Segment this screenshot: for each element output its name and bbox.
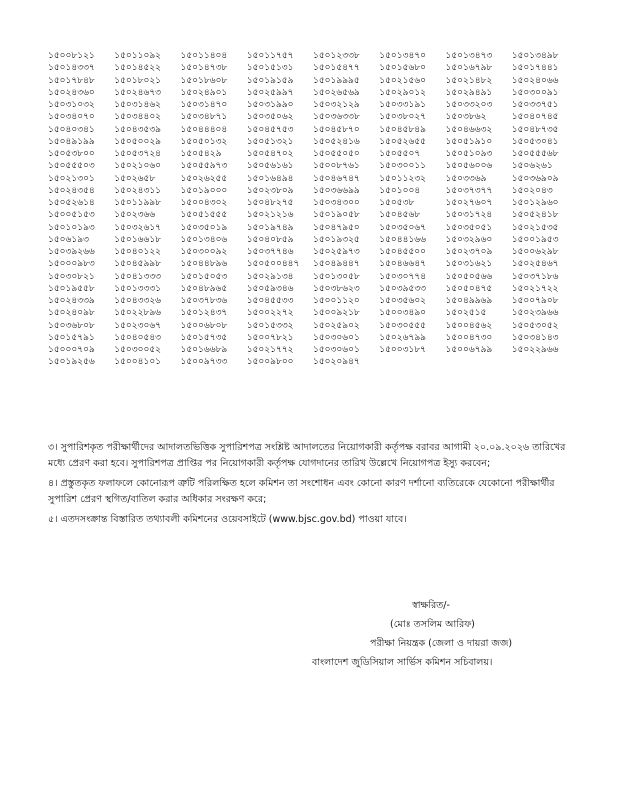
roll-number-cell: ১৫০১০০৪ [379, 185, 421, 196]
roll-number-cell: ১৫০০৬৭৯৯ [445, 345, 493, 355]
roll-number-cell: ১৫০১৬৬৮৯ [180, 345, 228, 355]
roll-number-cell: ১৫০৪৮৯৬৫ [180, 283, 228, 294]
roll-number-cell: ১৫০৩০০৯১ [511, 87, 559, 98]
roll-number-cell: ১৫০১১৪০৪ [180, 51, 228, 61]
roll-number-cell: ১৫০৩৯২৬৬ [48, 247, 95, 257]
roll-number-cell: ১৫০৩৬৩৩৮ [313, 112, 360, 123]
signatory-name: (মোঃ তসলিম আরিফ) [390, 619, 475, 630]
roll-number-cell: ১৫০৩৮৬২ [445, 112, 487, 123]
roll-number-cell: ১৫০৩৫০৬৭ [379, 222, 427, 233]
roll-number-cell: ১৫০১৯৫৫৮ [48, 283, 95, 294]
note-4: ৪। প্রস্তুতকৃত ফলাফলে কোনোরূপ ত্রুটি পরিলক্ষিত হলে কমিশন তা সংশোধন এবং কোনো কারণ দর্শানো ব্যতিরেকে যেকোনো পরীক্ষার্থীর সুপারিশ প্রেরণ স্থগিত/বাতিল করার অধিকার সংরক্ষণ করে; [48, 478, 555, 505]
roll-number-cell: ১৫০৩৬৮০৮ [48, 320, 95, 331]
roll-number-cell: ১৫০৩৬৯০৯ [511, 173, 559, 184]
roll-number-cell: ১৫০৪৫৫০০ [379, 247, 427, 257]
roll-number-cell: ১৫০৩৮৬২৩ [313, 283, 360, 294]
roll-number-cell: ১৫০৩৩১৯১ [379, 100, 427, 110]
roll-number-cell: ১৫০৩১০৩২ [48, 100, 95, 110]
roll-number-cell: ১৫০২১৪৮২ [445, 75, 493, 86]
roll-number-cell: ১৫০২৬৭৯৯ [379, 332, 427, 343]
roll-number-cell: ১৫০৫১০৯৩ [445, 149, 493, 159]
roll-number-cell: ১৫০১৯৭৪৯ [246, 222, 294, 233]
roll-number-cell: ১৫০৩৮০২৭ [379, 112, 427, 123]
roll-number-cell: ১৫০০১১২০ [313, 296, 360, 306]
roll-number-cell: ১৫০৩৭১৮৬ [511, 271, 559, 282]
roll-number-cell: ১৫০২০৯৪৭ [313, 357, 360, 368]
roll-number-cell: ১৫০১৫৪৭৭ [313, 63, 360, 74]
roll-number-cell: ১৫০৩১৪৬২ [114, 100, 162, 110]
roll-number-cell: ১৫০৩২৯৬০ [445, 234, 493, 245]
roll-number-cell: ১৫০৩৫০১৯ [180, 222, 228, 233]
roll-number-cell: ১৫০৪৫৫৩৩ [246, 296, 294, 306]
roll-number-cell: ১৫০১৯২৫৬ [48, 357, 95, 368]
roll-number-cell: ১৫০৫৪৭০২ [246, 149, 294, 159]
roll-number-cell: ১৫০১৬৪৯৪ [246, 173, 294, 184]
roll-number-cell: ১৫০৪৬৬৩২ [445, 124, 493, 135]
roll-number-cell: ১৫০১১৯৯৮ [114, 198, 161, 208]
roll-number-cell: ১৫০১২৪৩৭ [180, 308, 228, 319]
roll-number-cell: ১৫০২১০৬০ [114, 161, 162, 172]
roll-number-cell: ১৫০১৩৪৯৮ [511, 51, 559, 61]
roll-number-cell: ১৫০২১৫৩৫ [511, 222, 559, 233]
roll-number-cell: ১৫০৩৫৬০২ [379, 296, 427, 306]
roll-number-cell: ১৫০৫০০২৯ [114, 136, 162, 147]
signatory-office: বাংলাদেশ জুডিসিয়াল সার্ভিস কমিশন সচিবালয়। [312, 657, 493, 668]
roll-number-cell: ১৫০২২৯৬৬ [511, 345, 559, 355]
roll-number-cell: ১৫০২৪৩১১ [114, 185, 162, 196]
roll-number-cell: ১৫০০৭৮২১ [246, 332, 294, 343]
roll-number-cell: ১৫০৩০৭৭৪ [379, 271, 427, 282]
roll-number-cell: ১৫০২৪০৬৬ [511, 75, 559, 86]
roll-number-cell: ১৫০৪০১২২ [114, 247, 162, 257]
roll-number-cell: ১৫০৩০০১১ [379, 161, 427, 172]
roll-number-cell: ১৫০২১৩০১ [48, 173, 95, 184]
roll-number-cell: ১৫০২৪৬৭৩ [114, 87, 162, 98]
roll-number-cell: ১৫০০৩৪৯০ [379, 308, 427, 319]
roll-number-cell: ১৫০৩১৪৭০ [180, 100, 228, 110]
roll-number-cell: ১৫০৫৬১৬১ [246, 161, 294, 172]
roll-number-cell: ১৫০৩৪৮৭১ [180, 112, 228, 123]
roll-number-cell: ১৫০১৫০৫৩ [180, 271, 228, 282]
roll-number-cell: ১৫০১৫১৩১ [246, 63, 294, 74]
roll-number-cell: ১৫০০৯২১৮ [313, 308, 360, 319]
roll-number-cell: ১৫০৫১৫৫৫ [180, 210, 228, 221]
roll-number-cell: ১৫০২১৫৬০ [379, 75, 427, 86]
roll-number-cell: ১৫০৩২১২৯ [313, 100, 360, 110]
roll-number-cell: ১৫০২৩৬৬ [114, 210, 156, 221]
roll-number-cell: ১৫০১৬৬১৮ [114, 234, 162, 245]
roll-number-cell: ১৫০০০৭০৯ [48, 345, 95, 355]
roll-number-cell: ১৫০০৮৭৬১ [313, 161, 360, 172]
roll-number-cell: ১৫০৬১৯৩ [48, 234, 89, 245]
roll-number-cell: ১৫০২১৭২২ [511, 283, 559, 294]
signed-mark: স্বাক্ষরিত/- [412, 600, 450, 611]
roll-number-cell: ১৫০০৯৮০০ [246, 357, 294, 368]
roll-number-cell: ১৫০১৫৬৮০ [379, 63, 427, 74]
roll-number-cell: ১৫০৪৫৬৮ [379, 210, 421, 221]
roll-number-cell: ১৫০২৩৭০৯ [445, 247, 493, 257]
roll-number-cell: ১৫০৩১৭২৪ [445, 210, 493, 221]
roll-number-cell: ১৫০২৫৪৬৭ [511, 259, 559, 270]
roll-number-cell: ১৫০৩৩২০৩ [445, 100, 493, 110]
roll-number-cell: ১৫০৫৫০৭ [379, 149, 421, 159]
roll-number-cell: ১৫০২০৪৩ [511, 185, 553, 196]
roll-number-cell: ১৫০৩৭৩৭৭ [445, 185, 493, 196]
roll-number-cell: ১৫০১৩৪০৬ [180, 234, 228, 245]
roll-number-cell: ১৫০০৮১২১ [48, 51, 95, 61]
roll-number-cell: ১৫০৪৫৮৭০ [313, 124, 360, 135]
roll-number-cell: ১৫০৪৫৮৪৯ [379, 124, 426, 135]
roll-number-cell: ১৫০১১০৯২ [114, 51, 162, 61]
roll-number-cell: ১৫০১৪৭৩৮ [180, 63, 228, 74]
roll-number-cell: ১৫০৪৫৭৫৩ [246, 124, 294, 135]
roll-number-cell: ১৫০৩২৬১৭ [114, 222, 162, 233]
roll-number-cell: ১৫০৩০০৫২ [114, 345, 162, 355]
roll-number-grid [48, 50, 578, 369]
roll-number-cell: ১৫০২৪৩৬০ [48, 87, 95, 98]
roll-number-cell: ১৫০২৪৩৩৯ [48, 296, 95, 306]
roll-number-cell: ১৫০০৩১৮৭ [379, 345, 427, 355]
roll-number-cell: ১৫০৪০৩৪১ [48, 124, 95, 135]
roll-number-cell: ১৫০০৯৭৩৩ [180, 357, 228, 368]
note-3: ৩। সুপারিশকৃত পরীক্ষার্থীদের আদালতভিত্তিক সুপারিশপত্র সংশ্লিষ্ট আদালতের নিয়োগকারী কর্তৃপক্ষ বরাবর আগামী ২০.০৯.২০২৬ তারিখের মধ্যে প্রেরণ করা হবে। সুপারিশপত্র প্রাপ্তির পর নিয়োগকারী কর্তৃপক্ষ যোগদানের তারিখ উল্লেখে নিয়োগপত্র ইস্যু করবেন; [48, 442, 566, 469]
roll-number-cell: ১৫০৩০৫৫৫ [379, 320, 427, 331]
roll-number-cell: ১৫০২৫৯৯৭ [246, 87, 294, 98]
roll-number-cell: ১৫০২৩৮০৯ [246, 185, 294, 196]
roll-number-cell: ১৫০১২৩৩৮ [313, 51, 360, 61]
roll-number-cell: ১৫০৫১৯১০ [445, 136, 493, 147]
roll-number-cell: ১৫০২৩০৬৭ [114, 320, 162, 331]
roll-number-cell: ১৫০১৩৪৭০ [379, 51, 427, 61]
roll-number-cell: ১৫০৩৩৬৯ [445, 173, 487, 184]
roll-number-cell: ১৫০১৫৩৩২ [246, 320, 294, 331]
roll-number-cell: ১৫০৫৩০৫২ [511, 320, 559, 331]
roll-number-cell: ১৫০৩৩৭৫১ [511, 100, 559, 110]
notes-section [48, 440, 578, 532]
roll-number-cell: ১৫০৪৩৫৩৯ [114, 124, 162, 135]
roll-number-cell: ১৫০১৩৩৩১ [114, 283, 162, 294]
roll-number-cell: ১৫০২৫১৫ [445, 308, 487, 319]
roll-number-cell: ১৫০৪০৭৪৫ [511, 112, 559, 123]
roll-number-cell: ১৫০০৭৯০৮ [511, 296, 559, 306]
roll-number-cell: ১৫০৩৫০৫১ [445, 222, 493, 233]
roll-number-cell: ১৫০৪৬৭৪৭ [313, 173, 360, 184]
roll-number-cell: ১৫০০৬৮০৮ [180, 320, 228, 331]
roll-number-cell: ১৫০১৯৩২৫ [313, 234, 360, 245]
roll-number-cell: ১৫০২৭৬০৭ [445, 198, 493, 208]
roll-number-cell: ১৫০৪৫৯৯৮ [114, 259, 161, 270]
roll-number-cell: ১৫০৩১৯৯০ [246, 100, 294, 110]
roll-number-cell: ১৫০৩৪০৭০ [48, 112, 95, 123]
roll-number-cell: ১৫০০৬২৯৮ [511, 247, 559, 257]
roll-number-cell: ১৫০৫৬০০৬ [445, 161, 493, 172]
roll-number-cell: ১৫০৩৬৬৯৯ [313, 185, 360, 196]
roll-number-cell: ১৫০১৮০২১ [114, 75, 162, 86]
roll-number-cell: ১৫০৩০০৯২ [180, 247, 228, 257]
roll-number-cell: ১৫০২৫৯৭৩ [313, 247, 360, 257]
roll-number-cell: ১৫০৪৪৪০৪ [180, 124, 228, 135]
roll-number-cell: ১৫০২৫৯০২ [313, 320, 360, 331]
roll-number-cell: ১৫০০৫১৫৩ [48, 210, 95, 221]
roll-number-cell: ১৫০৫৩৭২৪ [114, 149, 162, 159]
signature-block [312, 596, 590, 672]
roll-number-cell [379, 356, 445, 368]
roll-number-cell: ১৫০১৩৪৭৩ [445, 51, 493, 61]
roll-number-cell: ১৫০৪৬৬৪৭ [379, 259, 427, 270]
roll-number-cell: ১৫০৫০৪৭৫ [445, 283, 493, 294]
roll-number-cell: ১৫০২৯৪৯১ [445, 87, 493, 98]
roll-number-cell: ১৫০১১২৩২ [379, 173, 427, 184]
roll-number-cell: ১৫০৫৩৮ [379, 198, 415, 208]
roll-number-cell: ১৫০৬২৬১ [511, 161, 553, 172]
roll-number-cell: ১৫০০৪৫৬২ [445, 320, 493, 331]
roll-number-cell [446, 356, 512, 368]
roll-number-cell: ১৫০৪৯৪৪৭ [313, 259, 360, 270]
roll-number-cell: ১৫০১৯১৫৯ [246, 75, 294, 86]
roll-number-cell: ১৫০১২৯৬০ [511, 198, 559, 208]
roll-number-cell: ১৫০৪০৮৫৯ [246, 234, 294, 245]
roll-number-cell: ১৫০৩৭৭৪৬ [246, 247, 294, 257]
roll-number-cell: ১৫০২২৮৯৬ [114, 308, 162, 319]
roll-number-cell: ১৫০২১২১৬ [246, 210, 294, 221]
roll-number-cell: ১৫০৫৫৫৬৮ [511, 149, 559, 159]
roll-number-cell: ১৫০৫৩৮০০ [48, 149, 95, 159]
roll-number-cell [512, 356, 578, 368]
roll-number-cell: ১৫০৩৫০৬২ [246, 112, 294, 123]
note-5: ৫। এতদসংক্রান্ত বিস্তারিত তথ্যাবলী কমিশনের ওয়েবসাইটে (www.bjsc.gov.bd) পাওয়া যাবে। [48, 514, 407, 525]
roll-number-cell: ১৫০১০১৯৩ [48, 222, 95, 233]
roll-number-cell: ১৫০৫৩০৪১ [511, 136, 559, 147]
roll-number-cell: ১৫০৪১৩৩৩ [114, 271, 162, 282]
roll-number-cell: ১৫০২৩৯৬৬ [511, 308, 559, 319]
roll-number-cell: ১৫০০৪৭৩০ [445, 332, 493, 343]
signatory-designation: পরীক্ষা নিয়ন্ত্রক (জেলা ও দায়রা জজ) [370, 638, 513, 649]
roll-number-cell: ১৫০৩৯৫৩৩ [379, 283, 427, 294]
roll-number-cell: ১৫০২৪৩৫৪ [48, 185, 95, 196]
roll-number-cell: ১৫০১৯০০০ [180, 185, 228, 196]
roll-number-cell: ১৫০৫৫৫০৩ [48, 161, 95, 172]
roll-number-cell: ১৫০৪৮৭৩৫ [511, 124, 559, 135]
roll-number-cell: ১৫০২৪৯০১ [180, 87, 228, 98]
roll-number-cell: ১৫০০৪৩০২ [180, 198, 228, 208]
roll-number-cell: ১৫০০৪১০১ [114, 357, 162, 368]
roll-number-cell: ১৫০৩৪১৪৩ [511, 332, 559, 343]
roll-number-cell: ১৫০৫৫৯৭৩ [180, 161, 228, 172]
roll-number-cell: ১৫০৫২৪১৬ [313, 136, 360, 147]
roll-number-cell: ১৫০৪০৫৪৩ [114, 332, 162, 343]
roll-number-cell: ১৫০৪৭৯৫০ [313, 222, 360, 233]
roll-number-cell: ১৫০২৯০১২ [379, 87, 427, 98]
roll-number-cell: ১৫০১৫৭৩৫ [180, 332, 228, 343]
roll-number-cell: ১৫০৪৯১৯৯ [48, 136, 95, 147]
roll-number-cell: ১৫০৫৫০৫০ [313, 149, 360, 159]
roll-number-cell: ১৫০৫০১৩২ [180, 136, 228, 147]
roll-number-cell: ১৫০০১৯৫৩ [511, 234, 559, 245]
roll-number-cell: ১৫০২১৭৭২ [246, 345, 294, 355]
roll-number-cell: ১৫০১৮৬০৮ [180, 75, 228, 86]
roll-number-cell: ১৫০২৪০৯৮ [48, 308, 95, 319]
roll-number-cell: ১৫০১৫৭৯১ [48, 332, 95, 343]
roll-number-cell: ১৫০৪৪৮৯৬ [180, 259, 228, 270]
roll-number-cell: ১৫০১৯৯৯৫ [313, 75, 360, 86]
roll-number-cell: ১৫০৫৯৩৪৬ [246, 283, 294, 294]
roll-number-cell: ১৫০৩৪৩০০ [313, 198, 360, 208]
roll-number-cell: ১৫০১৩০৫৮ [313, 271, 360, 282]
roll-number-cell: ১৫০৫১৩২১ [246, 136, 294, 147]
roll-number-cell: ১৫০৩০৬০১ [313, 345, 360, 355]
roll-number-cell: ১৫০৪৪১৬৬ [379, 234, 427, 245]
roll-number-cell: ১৫০৪৮২৭৫ [246, 198, 294, 208]
roll-number-cell: ১৫০৩৪৪০২ [114, 112, 162, 123]
roll-number-cell: ১৫০৫০৫৬৬ [445, 271, 493, 282]
roll-number-cell: ১৫০১১৭৫৭ [246, 51, 294, 61]
roll-number-cell: ১৫০৩১৬২১ [445, 259, 493, 270]
roll-number-cell: ১৫০৩৭৮৩৬ [180, 296, 228, 306]
roll-number-cell: ১৫০৫২৬৫৫ [379, 136, 427, 147]
roll-number-cell: ১৫০২৬৫৮ [114, 173, 156, 184]
roll-number-cell: ১৫০৫০০৪৪৭ [246, 259, 300, 270]
roll-number-cell: ১৫০১৪৫২২ [114, 63, 162, 74]
roll-number-cell: ১৫০৫২৬১৪ [48, 198, 95, 208]
roll-number-cell: ১৫০১৯০৫৮ [313, 210, 360, 221]
roll-number-cell: ১৫০৩০৮২১ [48, 271, 95, 282]
roll-number-cell: ১৫০৪৩৩২৬ [114, 296, 162, 306]
roll-number-cell: ১৫০১৪৩৩৭ [48, 63, 95, 74]
roll-number-cell: ১৫০১৭৪৪১ [511, 63, 559, 74]
roll-number-cell: ১৫০২৬৫৬৯ [313, 87, 360, 98]
roll-number-cell: ১৫০০০৯৮৩ [48, 259, 95, 270]
roll-number-cell: ১৫০৪৯৯৬৯ [445, 296, 493, 306]
roll-number-cell: ১৫০০২২৭২ [246, 308, 294, 319]
roll-number-cell: ১৫০১৭৮৪৮ [48, 75, 95, 86]
roll-number-cell: ১৫০১৬৭৯৮ [445, 63, 493, 74]
roll-number-cell: ১৫০৫২৪১৮ [511, 210, 559, 221]
roll-number-cell: ১৫০২৯১৩৪ [246, 271, 294, 282]
roll-number-cell: ১৫০৩০৬০১ [313, 332, 360, 343]
roll-number-cell: ১৫০২৬২৫৫ [180, 173, 228, 184]
roll-number-cell: ১৫০৫৪২৯ [180, 149, 222, 159]
